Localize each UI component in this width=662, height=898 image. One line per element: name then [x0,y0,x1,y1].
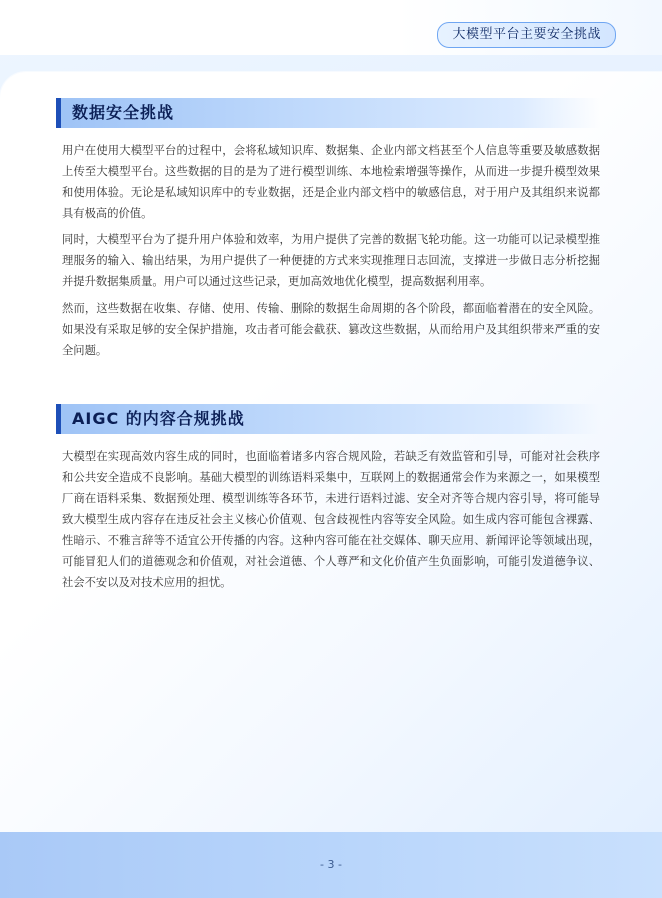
section-title: AIGC 的内容合规挑战 [72,409,245,428]
heading-accent-bar [56,98,61,128]
page-number: - 3 - [320,858,342,871]
heading-accent-bar [56,404,61,434]
section-heading-aigc-compliance [56,404,600,434]
header-badge: 大模型平台主要安全挑战 [437,22,616,48]
section-title: 数据安全挑战 [72,103,175,122]
paragraph: 然而，这些数据在收集、存储、使用、传输、删除的数据生命周期的各个阶段，都面临着潜在的安全风险。如果没有采取足够的安全保护措施，攻击者可能会截获、篡改这些数据，从而给用户及其组织带来严重的安全问题。 [62,302,600,357]
paragraph: 大模型在实现高效内容生成的同时，也面临着诸多内容合规风险，若缺乏有效监管和引导，可能对社会秩序和公共安全造成不良影响。基础大模型的训练语料采集中，互联网上的数据通常会作为来源之一，如果模型厂商在语料采集、数据预处理、模型训练等各环节，未进行语料过滤、安全对齐等合规内容引导，将可能导致大模型生成内容存在违反社会主义核心价值观、包含歧视性内容等安全风险。如生成内容可能包含裸露、性暗示、不雅言辞等不适宜公开传播的内容。这种内容可能在社交媒体、聊天应用、新闻评论等领域出现，可能冒犯人们的道德观念和价值观，对社会道德、个人尊严和文化价值产生负面影响，可能引发道德争议、社会不安以及对技术应用的担忧。 [62,450,600,589]
paragraph: 用户在使用大模型平台的过程中，会将私域知识库、数据集、企业内部文档甚至个人信息等重要及敏感数据上传至大模型平台。这些数据的目的是为了进行模型训练、本地检索增强等操作，从而进一步提升模型效果和使用体验。无论是私域知识库中的专业数据，还是企业内部文档中的敏感信息，对于用户及其组织来说都具有极高的价值。 [62,144,600,220]
paragraph: 同时，大模型平台为了提升用户体验和效率，为用户提供了完善的数据飞轮功能。这一功能可以记录模型推理服务的输入、输出结果，为用户提供了一种便捷的方式来实现推理日志回流，支撑进一步做日志分析挖掘并提升数据集质量。用户可以通过这些记录，更加高效地优化模型，提高数据利用率。 [62,233,600,288]
section-heading-data-security [56,98,600,128]
